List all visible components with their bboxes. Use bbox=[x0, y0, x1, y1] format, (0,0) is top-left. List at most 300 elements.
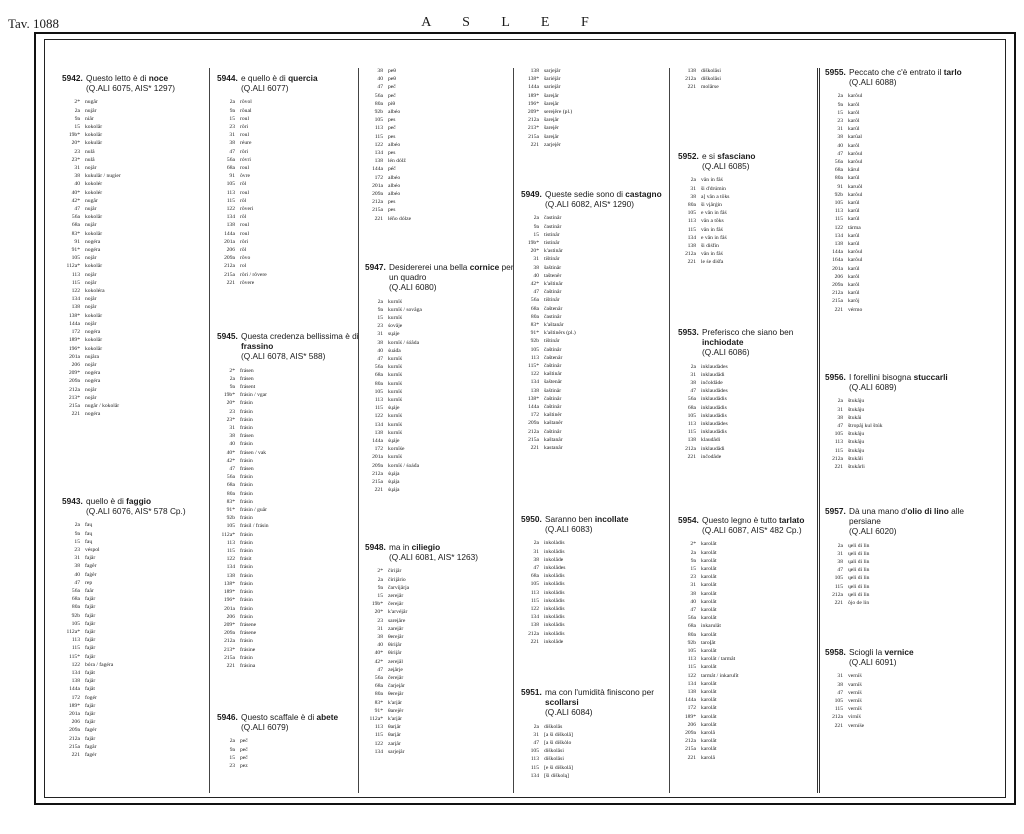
entry-keyword: frassino bbox=[241, 341, 274, 352]
response-row bbox=[521, 747, 671, 755]
dialect-form: réure bbox=[240, 140, 252, 147]
survey-point: 40 bbox=[533, 272, 539, 279]
entry-number: 5946. bbox=[217, 712, 238, 722]
survey-point: 113 bbox=[687, 656, 696, 663]
survey-point: 212a bbox=[372, 199, 383, 206]
dialect-form: śųáje bbox=[388, 405, 400, 412]
response-row bbox=[521, 739, 671, 747]
survey-point: 215a bbox=[224, 654, 235, 661]
survey-point: 209a bbox=[372, 191, 383, 198]
entry-block bbox=[521, 687, 671, 780]
dialect-form: niâr bbox=[85, 115, 94, 122]
survey-point: 38 bbox=[74, 173, 80, 180]
entry-responses bbox=[365, 567, 515, 756]
survey-point: 122 bbox=[530, 371, 539, 378]
response-row bbox=[365, 633, 515, 641]
survey-point: 206 bbox=[71, 361, 80, 368]
dialect-form: piθ bbox=[388, 100, 396, 107]
dialect-form: frásin bbox=[240, 539, 253, 546]
response-row bbox=[678, 428, 828, 436]
dialect-form: karolât bbox=[701, 582, 717, 589]
survey-point: 23 bbox=[229, 408, 235, 415]
dialect-form: karolât / tarmât bbox=[701, 656, 736, 663]
entry-keyword: scollarsi bbox=[545, 697, 579, 708]
response-row bbox=[521, 346, 671, 354]
survey-point: 19b* bbox=[223, 392, 235, 399]
dialect-form: sarieįâr bbox=[544, 84, 561, 91]
response-row bbox=[825, 599, 975, 607]
dialect-form: peč bbox=[388, 84, 396, 91]
response-row bbox=[521, 329, 671, 337]
response-row bbox=[217, 375, 367, 383]
dialect-form: karûal bbox=[848, 134, 862, 141]
survey-point: 9a bbox=[377, 306, 383, 313]
survey-point: 206 bbox=[226, 247, 235, 254]
dialect-form: virnîś bbox=[848, 714, 861, 721]
survey-point: 212a bbox=[685, 445, 696, 452]
survey-point: 105 bbox=[834, 200, 843, 207]
survey-point: 212a bbox=[832, 714, 843, 721]
dialect-form: inklaudâdis bbox=[701, 412, 727, 419]
response-row bbox=[62, 726, 212, 734]
survey-point: 138 bbox=[530, 68, 539, 74]
response-row bbox=[678, 387, 828, 395]
response-row bbox=[521, 75, 671, 83]
response-row bbox=[62, 554, 212, 562]
dialect-form: rôri / rôvere bbox=[240, 271, 267, 278]
survey-point: 138* bbox=[527, 395, 539, 402]
dialect-form: kurnîś bbox=[388, 298, 402, 305]
survey-point: 221 bbox=[687, 453, 696, 460]
response-row bbox=[365, 486, 515, 494]
survey-point: 221 bbox=[834, 306, 843, 313]
dialect-form: frásin bbox=[240, 597, 253, 604]
entry-sentence-part: quello è di bbox=[86, 496, 127, 506]
survey-point: 31 bbox=[229, 132, 235, 139]
dialect-form: rôri bbox=[240, 124, 249, 131]
entry-heading bbox=[849, 67, 975, 87]
survey-point: 2a bbox=[690, 177, 696, 184]
dialect-form: tarmât / inkarulît bbox=[701, 672, 739, 679]
response-row bbox=[825, 447, 975, 455]
dialect-form: fajâr bbox=[85, 719, 96, 726]
response-row bbox=[217, 490, 367, 498]
response-row bbox=[678, 363, 828, 371]
dialect-form: peθ bbox=[388, 76, 396, 83]
survey-point: 68a bbox=[374, 372, 383, 379]
response-row bbox=[62, 123, 212, 131]
response-row bbox=[62, 386, 212, 394]
response-row bbox=[678, 549, 828, 557]
response-row bbox=[521, 370, 671, 378]
survey-point: 83* bbox=[226, 498, 235, 505]
survey-point: 115 bbox=[687, 664, 696, 671]
entry-reference: (Q.ALI 6083) bbox=[545, 524, 593, 535]
survey-point: 2a bbox=[74, 522, 80, 529]
survey-point: 144a bbox=[832, 249, 843, 256]
dialect-form: [a ši diškòlo bbox=[544, 740, 572, 747]
survey-point: 31 bbox=[377, 625, 383, 632]
response-row bbox=[62, 131, 212, 139]
response-row bbox=[217, 139, 367, 147]
entry-number: 5948. bbox=[365, 542, 386, 552]
dialect-form: vernîś bbox=[848, 698, 862, 705]
response-row bbox=[365, 100, 515, 108]
response-row bbox=[678, 745, 828, 753]
survey-point: 138 bbox=[687, 68, 696, 74]
survey-point: 215a bbox=[528, 133, 539, 140]
response-row bbox=[217, 539, 367, 547]
response-row bbox=[825, 265, 975, 273]
entry-block bbox=[825, 647, 975, 730]
dialect-form: fogér bbox=[85, 694, 97, 701]
dialect-form: karolât bbox=[701, 721, 717, 728]
entry-responses bbox=[521, 214, 671, 452]
response-row bbox=[678, 217, 828, 225]
dialect-form: nujâra bbox=[85, 353, 99, 360]
entry-responses bbox=[825, 92, 975, 313]
dialect-form: nojâr bbox=[85, 255, 97, 262]
response-row bbox=[521, 214, 671, 222]
dialect-form: karolâ bbox=[701, 754, 715, 761]
dialect-form: kokolâr bbox=[85, 263, 103, 270]
dialect-form: pes bbox=[388, 199, 396, 206]
dialect-form: lén dólž bbox=[388, 158, 406, 165]
survey-point: 212a bbox=[224, 638, 235, 645]
dialect-form: sarjeįâr bbox=[544, 68, 561, 74]
dialect-form: θerejâr bbox=[388, 634, 404, 641]
entry-number: 5954. bbox=[678, 515, 699, 525]
response-row bbox=[365, 347, 515, 355]
dialect-form: šareįâr bbox=[544, 117, 559, 124]
dialect-form: frásin bbox=[240, 580, 253, 587]
entry-sentence-part: e quello è di bbox=[241, 73, 289, 83]
dialect-form: karolâ bbox=[701, 730, 715, 737]
entry-heading bbox=[241, 73, 367, 93]
entry-sentence-part: I forellini bisogna bbox=[849, 372, 914, 382]
dialect-form: karôj bbox=[848, 298, 860, 305]
survey-point: 209* bbox=[68, 370, 80, 377]
response-row bbox=[217, 367, 367, 375]
entry-sentence-part: alle persiane bbox=[849, 506, 965, 527]
response-row bbox=[678, 688, 828, 696]
dialect-form: roul bbox=[240, 189, 250, 196]
response-row bbox=[521, 288, 671, 296]
response-row bbox=[365, 608, 515, 616]
survey-point: 31 bbox=[229, 425, 235, 432]
response-row bbox=[678, 176, 828, 184]
dialect-form: verníśe bbox=[848, 722, 865, 729]
survey-point: 221 bbox=[834, 464, 843, 471]
survey-point: 40 bbox=[74, 181, 80, 188]
dialect-form: frásen bbox=[240, 466, 254, 473]
response-row bbox=[217, 481, 367, 489]
dialect-form: [ši diškolą] bbox=[544, 772, 570, 779]
dialect-form: rôual bbox=[240, 107, 252, 114]
survey-point: 92b bbox=[687, 639, 696, 646]
response-row bbox=[62, 361, 212, 369]
entry-sentence-part: Dà una mano d' bbox=[849, 506, 908, 516]
dialect-form: kurnîś bbox=[388, 421, 402, 428]
entry-responses bbox=[678, 67, 828, 92]
survey-point: 209a bbox=[528, 420, 539, 427]
response-row bbox=[62, 702, 212, 710]
entry-number: 5950. bbox=[521, 514, 542, 524]
dialect-form: inkolâdis bbox=[544, 630, 565, 637]
dialect-form: sųáje bbox=[388, 331, 400, 338]
dialect-form: léño dólze bbox=[388, 215, 412, 222]
dialect-form: frásin / vgar bbox=[240, 392, 268, 399]
dialect-form: k'aštinâr bbox=[544, 281, 563, 288]
entry-responses bbox=[678, 540, 828, 761]
dialect-form: inklaudâdes bbox=[701, 388, 728, 395]
dialect-form: roul bbox=[240, 115, 250, 122]
response-row bbox=[825, 240, 975, 248]
dialect-form: ųeli di lin bbox=[848, 591, 870, 598]
dialect-form: častinâr bbox=[544, 313, 562, 320]
response-row bbox=[365, 592, 515, 600]
response-row bbox=[678, 573, 828, 581]
dialect-form: kurnîś bbox=[388, 356, 402, 363]
survey-point: 91 bbox=[229, 173, 235, 180]
dialect-form: nulâ bbox=[85, 156, 95, 163]
survey-point: 38 bbox=[690, 380, 696, 387]
survey-point: 196* bbox=[68, 345, 80, 352]
survey-point: 56a bbox=[834, 159, 843, 166]
survey-point: 122 bbox=[71, 661, 80, 668]
dialect-form: nogéra bbox=[85, 370, 101, 377]
dialect-form: čaštenâr bbox=[544, 354, 563, 361]
dialect-form: frásin bbox=[240, 457, 253, 464]
response-row bbox=[521, 436, 671, 444]
survey-point: 138 bbox=[530, 387, 539, 394]
response-row bbox=[365, 149, 515, 157]
dialect-form: šareįâr bbox=[544, 133, 559, 140]
response-row bbox=[825, 558, 975, 566]
survey-point: 47 bbox=[74, 579, 80, 586]
survey-point: 47 bbox=[377, 356, 383, 363]
survey-point: 2a bbox=[74, 107, 80, 114]
response-row bbox=[217, 123, 367, 131]
dialect-form: nugâr bbox=[85, 197, 98, 204]
dialect-form: inkolâdis bbox=[544, 548, 565, 555]
response-row bbox=[62, 148, 212, 156]
response-row bbox=[365, 67, 515, 75]
response-row bbox=[217, 531, 367, 539]
survey-point: 42* bbox=[71, 197, 80, 204]
response-row bbox=[217, 107, 367, 115]
response-row bbox=[678, 622, 828, 630]
dialect-form: karôul bbox=[848, 93, 863, 100]
response-row bbox=[217, 754, 367, 762]
survey-point: 105 bbox=[374, 117, 383, 124]
dialect-form: frásine bbox=[240, 646, 256, 653]
response-row bbox=[62, 279, 212, 287]
survey-point: 56a bbox=[687, 615, 696, 622]
dialect-form: ši diśfin bbox=[701, 243, 719, 250]
response-row bbox=[521, 539, 671, 547]
survey-point: 212a bbox=[528, 117, 539, 124]
response-row bbox=[365, 215, 515, 223]
dialect-form: sarjeįâr bbox=[388, 748, 405, 755]
response-row bbox=[365, 453, 515, 461]
response-row bbox=[521, 272, 671, 280]
survey-point: 209* bbox=[527, 109, 539, 116]
survey-point: 105 bbox=[834, 431, 843, 438]
dialect-form: karôul bbox=[848, 159, 863, 166]
entry-number: 5956. bbox=[825, 372, 846, 382]
response-row bbox=[365, 371, 515, 379]
dialect-form: karôl bbox=[848, 273, 860, 280]
dialect-form: frásin bbox=[240, 531, 253, 538]
response-row bbox=[217, 440, 367, 448]
dialect-form: rôvere bbox=[240, 279, 255, 286]
survey-point: 212a bbox=[528, 428, 539, 435]
dialect-form: inkolàdis bbox=[544, 540, 565, 547]
survey-point: 138 bbox=[530, 622, 539, 629]
entry-keyword: olio di lino bbox=[907, 506, 949, 516]
survey-point: 15 bbox=[377, 593, 383, 600]
dialect-form: bóra / fagéra bbox=[85, 661, 114, 668]
survey-point: 31 bbox=[533, 731, 539, 738]
response-row bbox=[365, 429, 515, 437]
response-row bbox=[62, 197, 212, 205]
survey-point: 2a bbox=[229, 375, 235, 382]
dialect-form: kornîś / śóâda bbox=[388, 339, 420, 346]
response-row bbox=[521, 223, 671, 231]
response-row bbox=[62, 603, 212, 611]
response-row bbox=[825, 92, 975, 100]
dialect-form: fajât bbox=[85, 686, 95, 693]
dialect-form: peθ bbox=[388, 68, 396, 74]
dialect-form: kornîś / śoáđa bbox=[388, 462, 420, 469]
response-row bbox=[678, 737, 828, 745]
dialect-form: e vân in fâś bbox=[701, 210, 727, 217]
response-row bbox=[217, 156, 367, 164]
response-row bbox=[62, 303, 212, 311]
dialect-form: fajâr bbox=[85, 711, 96, 718]
response-row bbox=[365, 306, 515, 314]
survey-point: 138 bbox=[374, 158, 383, 165]
dialect-form: karôul bbox=[848, 249, 863, 256]
entry-sentence-part: per un quadro bbox=[389, 262, 514, 283]
survey-point: 9a bbox=[74, 115, 80, 122]
dialect-form: rôl bbox=[240, 247, 247, 254]
dialect-form: kokolér bbox=[85, 189, 103, 196]
dialect-form: frásen bbox=[240, 375, 254, 382]
dialect-form: štukâju bbox=[848, 439, 865, 446]
dialect-form: čarvíįârja bbox=[388, 584, 410, 591]
dialect-form: sareįâre bbox=[388, 617, 406, 624]
dialect-form: albéo bbox=[388, 141, 401, 148]
response-row bbox=[678, 242, 828, 250]
response-row bbox=[825, 697, 975, 705]
response-row bbox=[365, 339, 515, 347]
survey-point: 134 bbox=[71, 296, 80, 303]
response-row bbox=[365, 437, 515, 445]
response-row bbox=[521, 580, 671, 588]
entry-reference: (Q.ALI 6080) bbox=[389, 282, 437, 293]
response-row bbox=[62, 694, 212, 702]
response-row bbox=[217, 115, 367, 123]
response-row bbox=[217, 473, 367, 481]
response-row bbox=[678, 420, 828, 428]
dialect-form: péč bbox=[388, 166, 396, 173]
dialect-form: karolât bbox=[701, 697, 717, 704]
entry-heading bbox=[389, 542, 515, 562]
response-row bbox=[217, 605, 367, 613]
entry-number: 5958. bbox=[825, 647, 846, 657]
response-row bbox=[825, 455, 975, 463]
survey-point: 206 bbox=[834, 273, 843, 280]
dialect-form: śuáđa bbox=[388, 347, 401, 354]
dialect-form: le śe diśfa bbox=[701, 259, 724, 266]
survey-point: 105 bbox=[530, 748, 539, 755]
dialect-form: frásin bbox=[240, 605, 253, 612]
response-row bbox=[217, 522, 367, 530]
response-row bbox=[365, 707, 515, 715]
dialect-form: štukâli bbox=[848, 455, 863, 462]
dialect-form: nogéra bbox=[85, 378, 101, 385]
survey-point: 201a bbox=[69, 711, 80, 718]
survey-point: 115 bbox=[834, 583, 843, 590]
entry-responses bbox=[678, 363, 828, 461]
dialect-form: kaštanâr bbox=[544, 436, 563, 443]
response-row bbox=[825, 117, 975, 125]
response-row bbox=[217, 213, 367, 221]
survey-point: 209a bbox=[372, 462, 383, 469]
response-row bbox=[217, 262, 367, 270]
response-row bbox=[217, 572, 367, 580]
response-row bbox=[217, 408, 367, 416]
dialect-form: karolât bbox=[701, 705, 717, 712]
response-row bbox=[678, 655, 828, 663]
entry-heading bbox=[702, 327, 828, 358]
survey-point: 212a bbox=[685, 251, 696, 258]
survey-point: 68a bbox=[687, 404, 696, 411]
survey-point: 172 bbox=[374, 446, 383, 453]
response-row bbox=[521, 280, 671, 288]
dialect-form: frásin bbox=[240, 474, 253, 481]
response-row bbox=[217, 238, 367, 246]
dialect-form: véspol bbox=[85, 547, 100, 554]
dialect-form: albéo bbox=[388, 182, 401, 189]
survey-point: 115* bbox=[69, 653, 80, 660]
survey-point: 215a bbox=[685, 746, 696, 753]
response-row bbox=[521, 67, 671, 75]
survey-point: 23 bbox=[229, 763, 235, 770]
dialect-form: nojâr bbox=[85, 271, 97, 278]
dialect-form: frásin bbox=[240, 400, 253, 407]
entry-heading bbox=[389, 262, 515, 293]
dialect-form: rôvo bbox=[240, 255, 251, 262]
dialect-form: karolât bbox=[701, 549, 717, 556]
entry-keyword: faggio bbox=[126, 496, 152, 506]
response-row bbox=[521, 264, 671, 272]
response-row bbox=[521, 572, 671, 580]
survey-point: 196* bbox=[223, 597, 235, 604]
response-row bbox=[62, 312, 212, 320]
dialect-form: a] vân a tôks bbox=[701, 193, 730, 200]
dialect-form: čaštinâr bbox=[544, 289, 562, 296]
response-row bbox=[521, 387, 671, 395]
response-row bbox=[678, 614, 828, 622]
dialect-form: vân in fâś bbox=[701, 226, 723, 233]
response-row bbox=[521, 621, 671, 629]
dialect-form: inklaudàdes bbox=[701, 363, 728, 370]
dialect-form: šaštinâr bbox=[544, 264, 562, 271]
survey-point: 105 bbox=[226, 523, 235, 530]
